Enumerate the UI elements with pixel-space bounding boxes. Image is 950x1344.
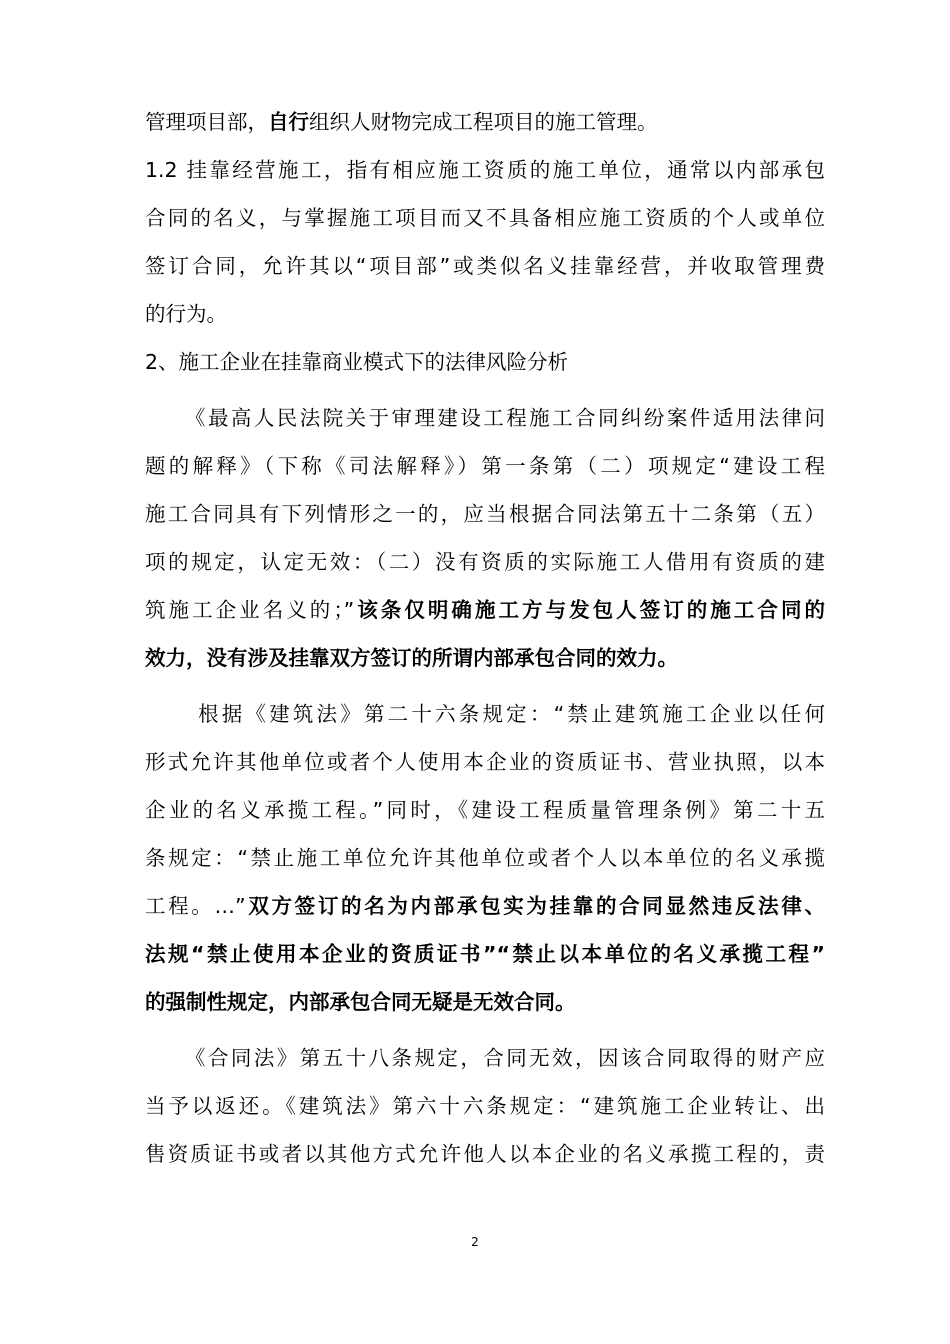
text-segment: 工程。…” xyxy=(145,894,246,918)
text-line xyxy=(145,547,825,577)
text-segment: 的行为。 xyxy=(145,302,227,326)
text-segment: 项的规定，认定无效：（二）没有资质的实际施工人借用有资质的建 xyxy=(145,550,825,574)
text-line xyxy=(145,299,825,329)
text-segment: 合同的名义，与掌握施工项目而又不具备相应施工资质的个人或单位 xyxy=(145,206,825,230)
text-segment: 2、施工企业在挂靠商业模式下的法律风险分析 xyxy=(145,350,569,374)
text-segment: 《最高人民法院关于审理建设工程施工合同纠纷案件适用法律问 xyxy=(185,406,825,430)
text-line xyxy=(145,795,825,825)
text-segment: 施工合同具有下列情形之一的，应当根据合同法第五十二条第（五） xyxy=(145,502,825,526)
text-line xyxy=(145,595,825,625)
text-line xyxy=(145,451,825,481)
text-segment: 售资质证书或者以其他方式允许他人以本企业的名义承揽工程的，责 xyxy=(145,1142,825,1166)
text-segment: 条规定：“禁止施工单位允许其他单位或者个人以本单位的名义承揽 xyxy=(145,846,825,870)
bold-text-segment: 效力，没有涉及挂靠双方签订的所谓内部承包合同的效力。 xyxy=(145,646,678,670)
text-segment: 根据《建筑法》第二十六条规定：“禁止建筑施工企业以任何 xyxy=(198,702,825,726)
text-line xyxy=(145,1139,825,1169)
text-line xyxy=(145,643,825,673)
bold-text-segment: 法规“禁止使用本企业的资质证书”“禁止以本单位的名义承揽工程” xyxy=(145,942,825,966)
text-segment: 形式允许其他单位或者个人使用本企业的资质证书、营业执照，以本 xyxy=(145,750,825,774)
text-segment: 题的解释》（下称《司法解释》）第一条第（二）项规定“建设工程 xyxy=(145,454,825,478)
bold-text-segment: 自行 xyxy=(268,110,309,134)
text-segment: 当予以返还。《建筑法》第六十六条规定：“建筑施工企业转让、出 xyxy=(145,1094,825,1118)
text-segment: 管理项目部， xyxy=(145,110,268,134)
text-line xyxy=(145,499,825,529)
text-line xyxy=(145,251,825,281)
text-line xyxy=(198,699,825,729)
text-line xyxy=(145,347,825,377)
text-line xyxy=(145,203,825,233)
bold-text-segment: 双方签订的名为内部承包实为挂靠的合同显然违反法律、 xyxy=(245,894,825,918)
text-line xyxy=(145,155,825,185)
bold-text-segment: 的强制性规定，内部承包合同无疑是无效合同。 xyxy=(145,990,576,1014)
bold-text-segment: 该条仅明确施工方与发包人签订的施工合同的 xyxy=(354,598,825,622)
text-line xyxy=(145,891,825,921)
text-segment: 1.2 挂靠经营施工，指有相应施工资质的施工单位，通常以内部承包 xyxy=(145,158,825,182)
text-line xyxy=(185,1043,825,1073)
page-number: 2 xyxy=(471,1235,479,1249)
text-line xyxy=(145,1091,825,1121)
text-segment: 企业的名义承揽工程。”同时，《建设工程质量管理条例》第二十五 xyxy=(145,798,825,822)
text-line xyxy=(145,987,825,1017)
text-segment: 签订合同，允许其以“项目部”或类似名义挂靠经营，并收取管理费 xyxy=(145,254,825,278)
text-segment: 筑施工企业名义的；” xyxy=(145,598,355,622)
text-line xyxy=(185,403,825,433)
text-segment: 《合同法》第五十八条规定，合同无效，因该合同取得的财产应 xyxy=(185,1046,825,1070)
text-line xyxy=(145,843,825,873)
text-segment: 组织人财物完成工程项目的施工管理。 xyxy=(309,110,658,134)
text-line xyxy=(145,939,825,969)
text-line xyxy=(145,747,825,777)
text-line xyxy=(145,107,825,137)
